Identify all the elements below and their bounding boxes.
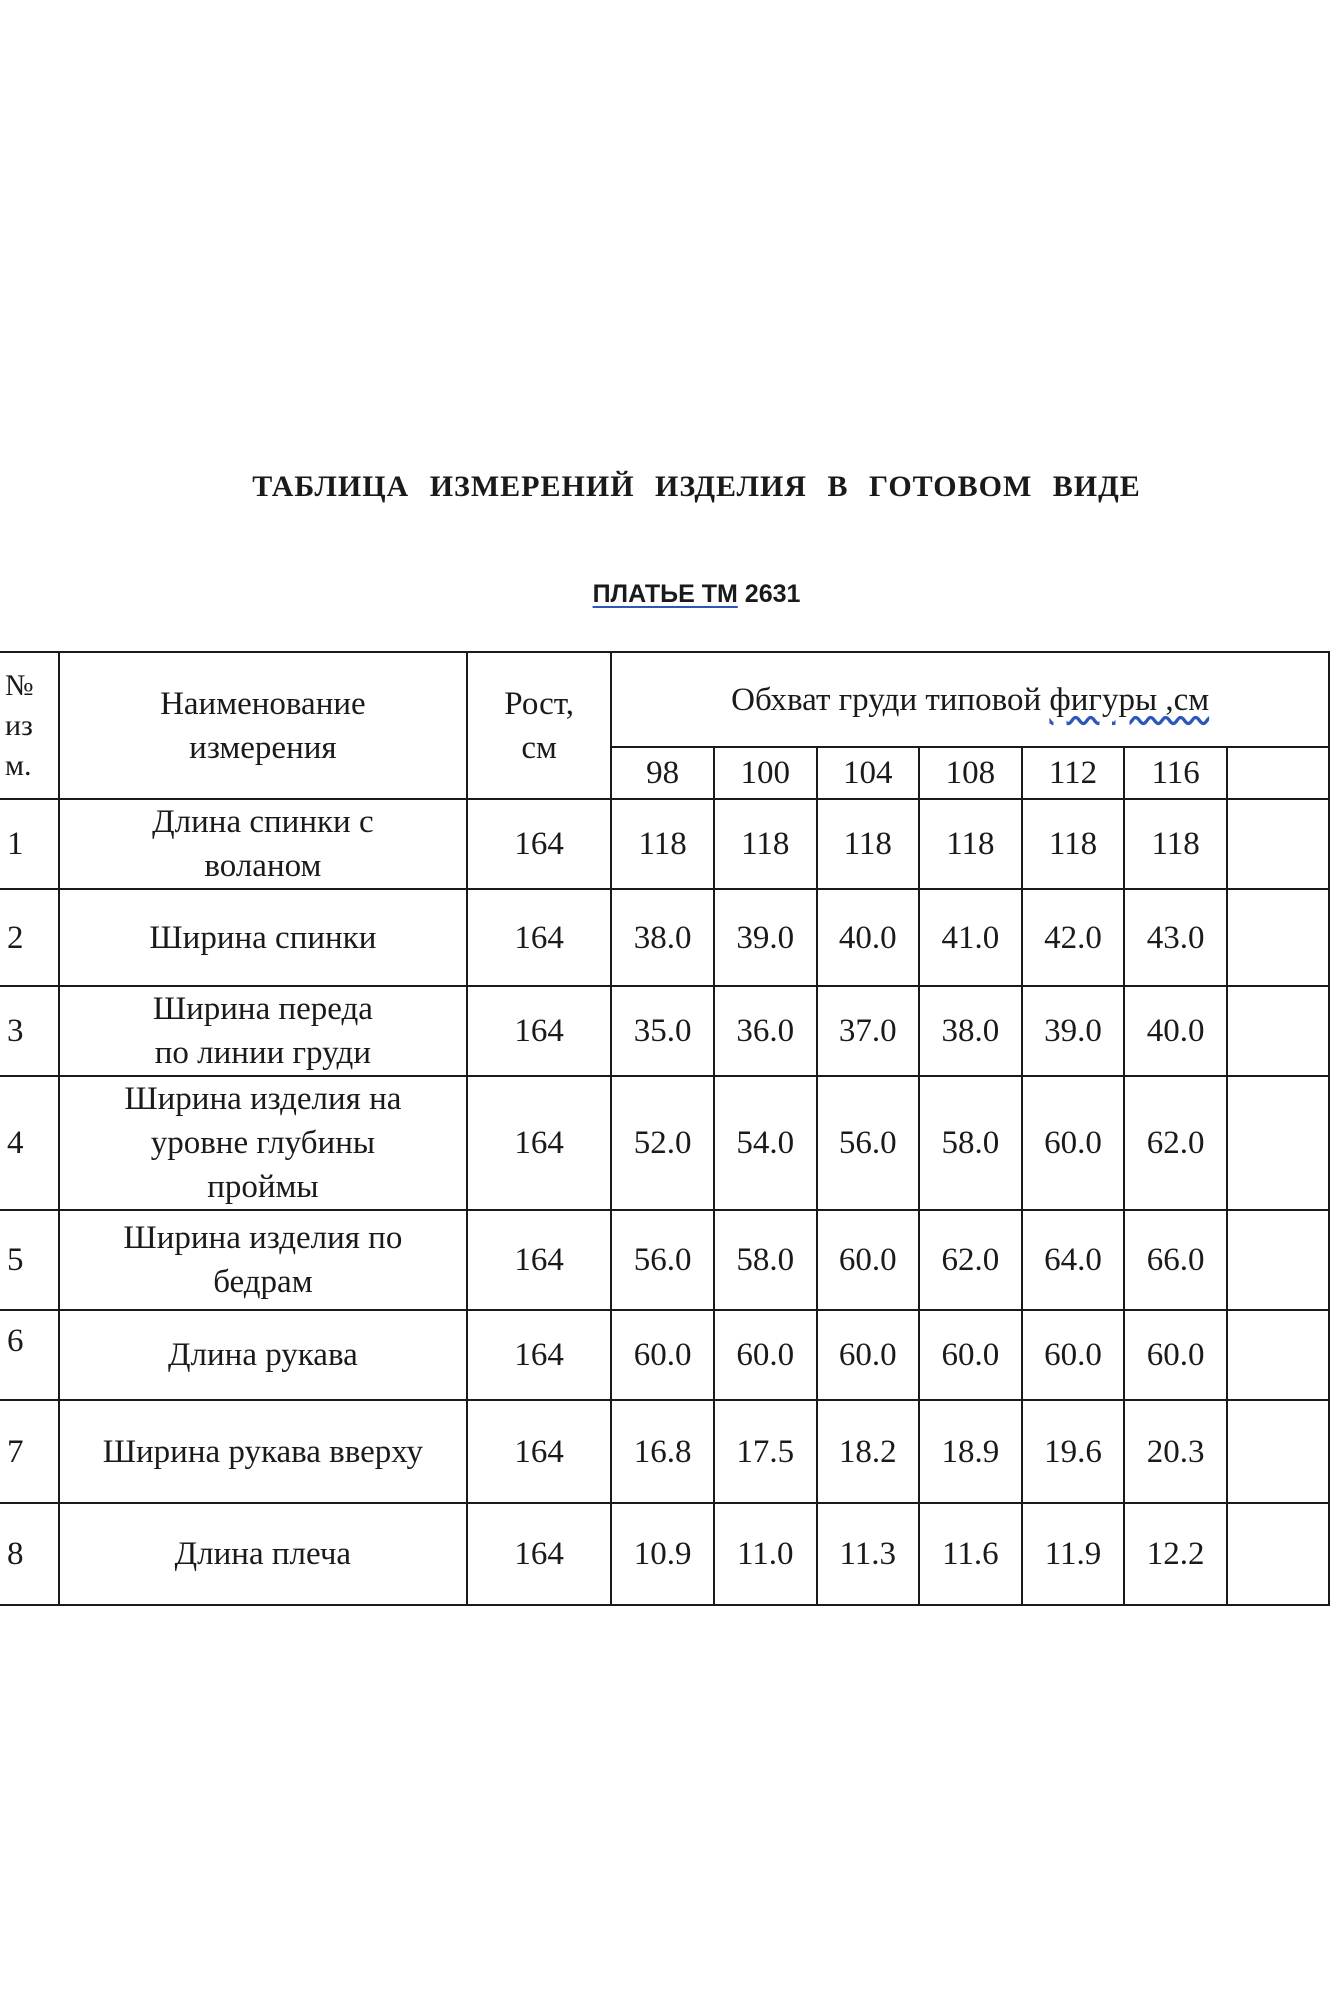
measurement-name-line: Длина спинки с <box>152 804 374 840</box>
table-row <box>0 1076 1329 1210</box>
size-value-cell: 60.0 <box>714 1310 817 1400</box>
measurement-name-line: бедрам <box>213 1264 313 1300</box>
size-header-empty-cell <box>1227 747 1329 799</box>
document-title: ТАБЛИЦА ИЗМЕРЕНИЙ ИЗДЕЛИЯ В ГОТОВОМ ВИДЕ <box>252 470 1141 503</box>
measurement-name-line: Ширина изделия на <box>124 1081 402 1117</box>
size-value-cell: 118 <box>817 799 920 889</box>
size-value-cell: 41.0 <box>919 889 1022 986</box>
height-cell: 164 <box>467 889 611 986</box>
size-value-cell: 40.0 <box>817 889 920 986</box>
size-value-cell: 17.5 <box>714 1400 817 1503</box>
measurement-name-line: по линии груди <box>154 1035 371 1071</box>
size-value-cell: 118 <box>1022 799 1125 889</box>
size-value-cell: 43.0 <box>1124 889 1227 986</box>
size-value-cell: 38.0 <box>919 986 1022 1076</box>
measurement-name-cell <box>59 986 467 1076</box>
header-chest-cell <box>611 652 1329 747</box>
size-value-cell: 58.0 <box>919 1076 1022 1210</box>
measurement-name-line: Ширина спинки <box>149 919 377 956</box>
size-value-cell: 12.2 <box>1124 1503 1227 1605</box>
row-number-cell: 3 <box>0 986 59 1076</box>
row-number-cell: 4 <box>0 1076 59 1210</box>
row-number-cell: 6 <box>0 1310 59 1400</box>
measurement-name-line: уровне глубины <box>150 1125 376 1161</box>
size-header-cell: 112 <box>1022 747 1125 799</box>
measurement-name-line: Ширина изделия по <box>123 1220 403 1256</box>
measurement-name-cell <box>59 1310 467 1400</box>
size-value-cell: 52.0 <box>611 1076 714 1210</box>
size-value-cell: 118 <box>714 799 817 889</box>
size-value-cell: 60.0 <box>817 1310 920 1400</box>
row-number-cell: 2 <box>0 889 59 986</box>
size-value-cell: 35.0 <box>611 986 714 1076</box>
empty-cell <box>1227 986 1329 1076</box>
table-row <box>0 1503 1329 1605</box>
empty-cell <box>1227 799 1329 889</box>
table-row <box>0 799 1329 889</box>
header-chest-prefix: Обхват груди типовой <box>731 681 1042 718</box>
empty-cell <box>1227 889 1329 986</box>
size-header-cell: 98 <box>611 747 714 799</box>
header-num-line: м. <box>5 748 32 782</box>
size-value-cell: 60.0 <box>1124 1310 1227 1400</box>
size-value-cell: 10.9 <box>611 1503 714 1605</box>
empty-cell <box>1227 1400 1329 1503</box>
size-value-cell: 60.0 <box>919 1310 1022 1400</box>
measurement-name-cell <box>59 1503 467 1605</box>
size-value-cell: 18.9 <box>919 1400 1022 1503</box>
row-number-cell: 5 <box>0 1210 59 1310</box>
empty-cell <box>1227 1310 1329 1400</box>
empty-cell <box>1227 1503 1329 1605</box>
row-number-cell: 1 <box>0 799 59 889</box>
measurement-name-line: Ширина рукава вверху <box>102 1433 424 1470</box>
height-cell: 164 <box>467 1076 611 1210</box>
measurement-name-cell <box>59 1210 467 1310</box>
size-value-cell: 66.0 <box>1124 1210 1227 1310</box>
header-name-cell <box>59 652 467 799</box>
height-cell: 164 <box>467 1503 611 1605</box>
measurements-table <box>0 651 1330 1606</box>
size-value-cell: 62.0 <box>919 1210 1022 1310</box>
row-number-cell: 8 <box>0 1503 59 1605</box>
measurement-name-cell <box>59 1400 467 1503</box>
size-value-cell: 118 <box>919 799 1022 889</box>
measurement-name-cell <box>59 799 467 889</box>
measurement-name-line: Ширина переда <box>152 991 373 1027</box>
header-chest-unit: фигуры ,см <box>1049 681 1210 718</box>
product-type-label: ПЛАТЬЕ ТМ <box>592 580 738 608</box>
size-value-cell: 118 <box>611 799 714 889</box>
size-value-cell: 38.0 <box>611 889 714 986</box>
table-row <box>0 1210 1329 1310</box>
height-cell: 164 <box>467 1210 611 1310</box>
height-cell: 164 <box>467 799 611 889</box>
size-value-cell: 16.8 <box>611 1400 714 1503</box>
height-cell: 164 <box>467 986 611 1076</box>
size-value-cell: 11.6 <box>919 1503 1022 1605</box>
size-value-cell: 39.0 <box>1022 986 1125 1076</box>
size-value-cell: 18.2 <box>817 1400 920 1503</box>
size-value-cell: 118 <box>1124 799 1227 889</box>
size-value-cell: 60.0 <box>817 1210 920 1310</box>
size-value-cell: 20.3 <box>1124 1400 1227 1503</box>
size-value-cell: 19.6 <box>1022 1400 1125 1503</box>
size-value-cell: 11.3 <box>817 1503 920 1605</box>
height-cell: 164 <box>467 1400 611 1503</box>
header-name-line: Наименование <box>160 685 366 722</box>
size-value-cell: 11.0 <box>714 1503 817 1605</box>
size-value-cell: 39.0 <box>714 889 817 986</box>
size-value-cell: 11.9 <box>1022 1503 1125 1605</box>
table-row <box>0 986 1329 1076</box>
measurement-name-line: проймы <box>207 1169 319 1205</box>
header-num-line: № <box>5 668 34 702</box>
product-subtitle <box>0 580 1333 609</box>
empty-cell <box>1227 1210 1329 1310</box>
size-value-cell: 40.0 <box>1124 986 1227 1076</box>
size-header-cell: 108 <box>919 747 1022 799</box>
size-value-cell: 56.0 <box>611 1210 714 1310</box>
header-name-line: измерения <box>189 729 337 766</box>
header-height-cell <box>467 652 611 799</box>
measurement-name-line: воланом <box>204 848 322 884</box>
size-value-cell: 54.0 <box>714 1076 817 1210</box>
size-value-cell: 56.0 <box>817 1076 920 1210</box>
header-row-top <box>0 652 1329 747</box>
table-body <box>0 652 1329 1605</box>
row-number-cell: 7 <box>0 1400 59 1503</box>
size-value-cell: 58.0 <box>714 1210 817 1310</box>
header-num-cell <box>0 652 59 799</box>
size-value-cell: 37.0 <box>817 986 920 1076</box>
header-height-line: Рост, <box>504 685 574 722</box>
measurement-name-cell <box>59 889 467 986</box>
empty-cell <box>1227 1076 1329 1210</box>
size-value-cell: 42.0 <box>1022 889 1125 986</box>
size-value-cell: 60.0 <box>1022 1076 1125 1210</box>
size-header-cell: 104 <box>817 747 920 799</box>
table-row <box>0 1310 1329 1400</box>
size-value-cell: 60.0 <box>1022 1310 1125 1400</box>
measurement-name-line: Длина рукава <box>168 1337 358 1373</box>
height-cell: 164 <box>467 1310 611 1400</box>
header-height-line: см <box>521 729 557 766</box>
size-value-cell: 64.0 <box>1022 1210 1125 1310</box>
measurement-name-line: Длина плеча <box>174 1536 352 1572</box>
size-value-cell: 60.0 <box>611 1310 714 1400</box>
size-header-cell: 100 <box>714 747 817 799</box>
table-row <box>0 889 1329 986</box>
product-code: 2631 <box>744 580 801 608</box>
size-value-cell: 36.0 <box>714 986 817 1076</box>
size-value-cell: 62.0 <box>1124 1076 1227 1210</box>
header-num-line: из <box>5 708 33 742</box>
size-header-cell: 116 <box>1124 747 1227 799</box>
table-row <box>0 1400 1329 1503</box>
measurement-name-cell <box>59 1076 467 1210</box>
